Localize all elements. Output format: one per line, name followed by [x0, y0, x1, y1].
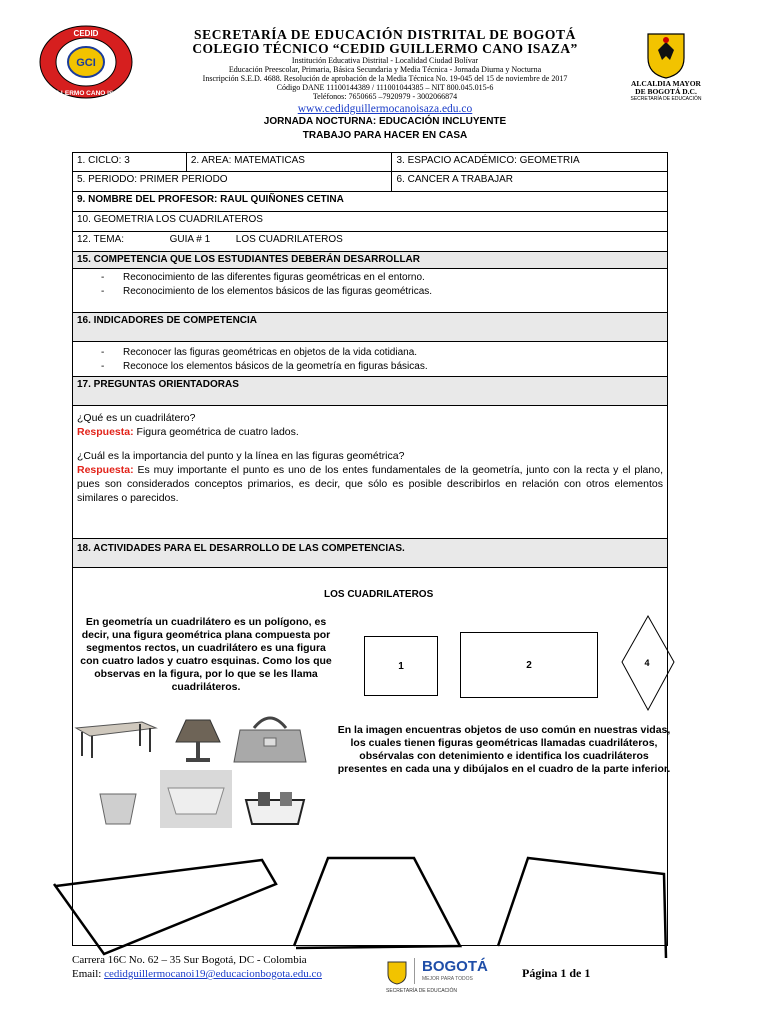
footer-email-label: Email: — [72, 968, 102, 980]
answer-2: Es muy importante el punto es uno de los entes fundamentales de la geometría, junto con la recta y el plano, pues son considerados conceptos primarios, es decir, que sólo es posible describirlos en relación con otros elementos similares o parecidos. — [77, 464, 663, 504]
footer-email-row — [72, 968, 322, 980]
activities-left-paragraph: En geometría un cuadrilátero es un polígono, es decir, una figura geométrica plana compuesta por segmentos rectos, un cuadrilátero es una figura con cuatro lados y cuatro esquinas. Como los que observas en la figura, por lo que se les llama cuadriláteros. — [80, 616, 332, 693]
alcaldia-line2: DE BOGOTÁ D.C. — [635, 87, 697, 96]
list-item: - Reconocimiento de los elementos básicos de las figuras geométricas. — [101, 285, 663, 299]
cell-area: 2. AREA: MATEMATICAS — [186, 153, 392, 172]
alcaldia-line3: SECRETARÍA DE EDUCACIÓN — [630, 96, 702, 102]
coat-of-arms-icon — [644, 30, 688, 80]
indicadores-title: 16. INDICADORES DE COMPETENCIA — [73, 313, 668, 342]
list-item: - Reconocimiento de las diferentes figuras geométricas en el entorno. — [101, 271, 663, 285]
preguntas-title: 17. PREGUNTAS ORIENTADORAS — [73, 377, 668, 406]
indicadores-list — [77, 346, 663, 374]
tray-photo — [240, 788, 310, 830]
cell-espacio: 3. ESPACIO ACADÉMICO: GEOMETRIA — [392, 153, 668, 172]
header-website-link[interactable]: www.cedidguillermocanoisaza.edu.co — [297, 103, 473, 115]
header-jornada: JORNADA NOCTURNA: EDUCACIÓN INCLUYENTE — [263, 116, 507, 127]
competencia-list — [77, 271, 663, 299]
shape-square — [364, 636, 438, 696]
shape-label: 2 — [526, 659, 532, 671]
question-2: ¿Cuál es la importancia del punto y la línea en las figuras geométrica? — [77, 450, 405, 462]
bogota-secretaria: SECRETARÍA DE EDUCACIÓN — [386, 988, 458, 994]
logo-center-text: GCI — [76, 57, 96, 69]
shape-rhombus — [620, 614, 676, 712]
cell-geometria: 10. GEOMETRIA LOS CUADRILATEROS — [73, 212, 668, 232]
header-educacion: Educación Preescolar, Primaria, Básica Secundaria y Media Técnica - Jornada Diurna y Nocturna — [228, 65, 542, 74]
page-number: Página 1 de 1 — [522, 966, 591, 980]
answer-label: Respuesta: — [77, 464, 134, 476]
cell-cancer: 6. CANCER A TRABAJAR — [392, 172, 668, 192]
header-colegio: COLEGIO TÉCNICO “CEDID GUILLERMO CANO ISAZA” — [192, 41, 578, 56]
header-telefonos: Teléfonos: 7650665 –7920979 - 3002066874 — [312, 92, 458, 101]
cell-profesor: 9. NOMBRE DEL PROFESOR: RAUL QUIÑONES CETINA — [73, 192, 668, 212]
tema-guia: GUIA # 1 — [169, 234, 211, 245]
alcaldia-line1: ALCALDIA MAYOR — [631, 79, 701, 88]
table-photo — [72, 716, 158, 760]
header-inscripcion: Inscripción S.E.D. 4688. Resolución de aprobación de la Media Técnica No. 19-045 del 15 de noviembre de 2017 — [202, 74, 568, 83]
footer-email-link[interactable]: cedidguillermocanoi19@educacionbogota.edu.co — [104, 968, 322, 980]
indicadores-list-cell — [73, 342, 668, 377]
basket-photo — [96, 788, 140, 826]
bogota-shield-icon — [386, 960, 408, 986]
actividades-title: 18. ACTIVIDADES PARA EL DESARROLLO DE LAS COMPETENCIAS. — [73, 539, 668, 568]
list-item: - Reconoce los elementos básicos de la geometría en figuras básicas. — [101, 360, 663, 374]
handbag-photo — [232, 708, 308, 764]
list-item: - Reconocer las figuras geométricas en objetos de la vida cotidiana. — [101, 346, 663, 360]
activities-title: LOS CUADRILATEROS — [324, 589, 434, 600]
cell-ciclo: 1. CICLO: 3 — [73, 153, 187, 172]
competencia-title: 15. COMPETENCIA QUE LOS ESTUDIANTES DEBERÁN DESARROLLAR — [73, 252, 668, 269]
bogota-subtitle: MEJOR PARA TODOS — [422, 976, 473, 982]
header-institucion: Institución Educativa Distrital - Localidad Ciudad Bolívar — [291, 56, 479, 65]
answer-label: Respuesta: — [77, 426, 134, 438]
preguntas-cell — [73, 406, 668, 539]
activities-right-paragraph: En la imagen encuentras objetos de uso común en nuestras vidas, los cuales tienen figuras geométricas llamadas cuadriláteros, obsérvalas con detenimiento e identifica los cuadriláteros presentes en cada una y dibújalos en el cuadro de la parte inferior. — [337, 724, 671, 775]
question-1: ¿Qué es un cuadrilátero? — [77, 412, 196, 424]
tema-value: LOS CUADRILATEROS — [235, 234, 343, 245]
bogota-wordmark: BOGOTÁ — [422, 958, 488, 975]
bogota-logo — [386, 956, 496, 996]
logo-top-text: CEDID — [73, 29, 99, 38]
shape-rectangle — [460, 632, 598, 698]
competencia-list-cell — [73, 269, 668, 313]
alcaldia-logo — [622, 30, 710, 102]
header-secretaria: SECRETARÍA DE EDUCACIÓN DISTRITAL DE BOGOTÁ — [193, 27, 576, 42]
shape-label: 4 — [644, 658, 650, 668]
lamp-photo — [172, 716, 224, 764]
school-logo — [38, 24, 134, 100]
footer-address: Carrera 16C No. 62 – 35 Sur Bogotá, DC - Colombia — [72, 954, 307, 966]
glass-dish-photo — [160, 770, 232, 828]
cell-tema — [73, 232, 668, 252]
answer-1: Figura geométrica de cuatro lados. — [136, 426, 299, 438]
header-dane: Código DANE 11100144389 / 111001044385 – NIT 800.045.015-6 — [276, 83, 494, 92]
cell-periodo: 5. PERIODO: PRIMER PERIODO — [73, 172, 392, 192]
hand-drawn-quadrilaterals — [40, 850, 700, 960]
header-trabajo: TRABAJO PARA HACER EN CASA — [302, 130, 468, 141]
logo-bottom-text: GUILLERMO CANO ISAZA — [45, 90, 127, 97]
shape-label: 1 — [398, 660, 404, 672]
tema-label: 12. TEMA: — [77, 234, 125, 245]
